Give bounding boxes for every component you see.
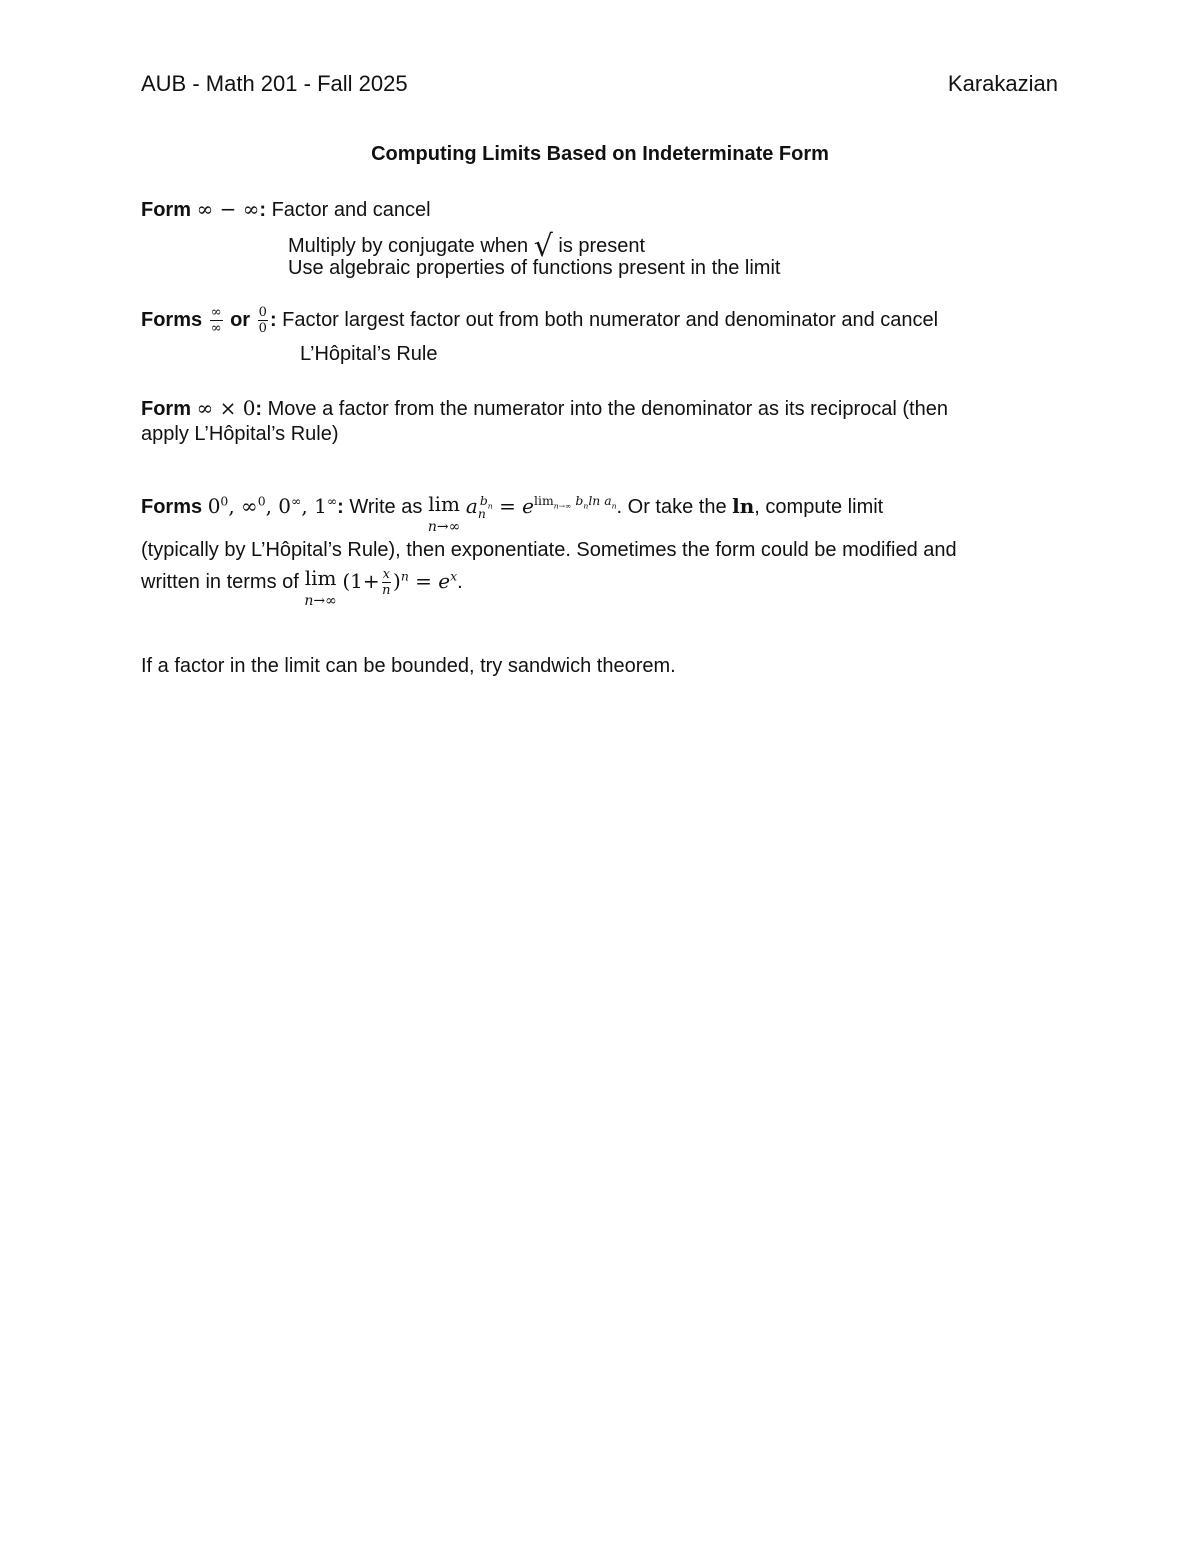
fraction-denominator: 0: [258, 321, 267, 336]
or-word: or: [230, 308, 251, 331]
ln-symbol: ln: [732, 494, 755, 518]
sqrt-icon: √: [533, 229, 553, 264]
form-colon: :: [259, 199, 267, 221]
limit-operator: [428, 494, 460, 534]
form-quotient: [141, 306, 938, 335]
lim-word: lim: [304, 566, 337, 590]
lim-subscript: n→∞: [304, 593, 337, 609]
limit-operator: [304, 568, 336, 608]
written-in-terms-line: [141, 568, 463, 608]
form-colon: :: [337, 496, 344, 518]
is-present-text: is present: [558, 235, 646, 257]
period: .: [457, 571, 463, 593]
e-limit-identity: (1+ $\frac{x}{n}$ )$^n = e^x$: [342, 567, 458, 598]
zero-over-zero-fraction: [258, 306, 268, 335]
author-header: Karakazian: [947, 71, 1058, 96]
or-take-text: . Or take the: [616, 496, 733, 518]
form-math: ∞ − ∞: [196, 197, 260, 221]
form-label: Forms: [141, 496, 203, 518]
compute-limit-text: , compute limit: [754, 496, 884, 518]
fraction-numerator: ∞: [210, 305, 222, 320]
fraction-numerator: 0: [258, 305, 267, 320]
factor-cancel-text: Factor and cancel: [266, 199, 431, 221]
form-label: Form: [141, 199, 191, 221]
factor-largest-text: Factor largest factor out from both numerator and denominator and cancel: [276, 308, 939, 331]
inf-over-inf-fraction: [210, 306, 223, 335]
lim-word: lim: [428, 492, 460, 516]
exponential-identity: $a_n^{b_n} = e^{lim_{n\to\infty} b_nln a_n}$: [465, 493, 617, 521]
form-math: ∞ × 0: [196, 396, 256, 420]
written-in-terms-text: written in terms of: [141, 571, 305, 593]
algebraic-properties-line: Use algebraic properties of functions present in the limit: [288, 257, 781, 279]
sandwich-theorem-line: If a factor in the limit can be bounded, try sandwich theorem.: [141, 655, 676, 677]
form-colon: :: [269, 308, 277, 331]
form-powers: [141, 494, 883, 534]
lim-subscript: n→∞: [427, 519, 461, 535]
exponentiate-line: (typically by L’Hôpital’s Rule), then exponentiate. Sometimes the form could be modified and: [141, 539, 957, 561]
form-product: [141, 396, 948, 421]
apply-lhopital-line: apply L’Hôpital’s Rule): [141, 423, 339, 445]
page-title: Computing Limits Based on Indeterminate Form: [371, 143, 829, 165]
form-inf-minus-inf: [141, 197, 431, 222]
course-header: AUB - Math 201 - Fall 2025: [141, 71, 408, 96]
fraction-denominator: ∞: [210, 321, 222, 336]
write-as-text: Write as: [343, 496, 428, 518]
conjugate-text: Multiply by conjugate when: [288, 235, 529, 257]
form-colon: :: [255, 398, 263, 420]
lhopital-line: L’Hôpital’s Rule: [300, 343, 438, 365]
form-label: Form: [141, 398, 191, 420]
conjugate-line: [288, 228, 646, 264]
form-label: Forms: [141, 308, 203, 331]
move-factor-text: Move a factor from the numerator into the denominator as its reciprocal (then: [262, 398, 948, 420]
power-forms-math: $0^0$, ∞$^0$, 0∞, 1∞: [207, 493, 338, 518]
